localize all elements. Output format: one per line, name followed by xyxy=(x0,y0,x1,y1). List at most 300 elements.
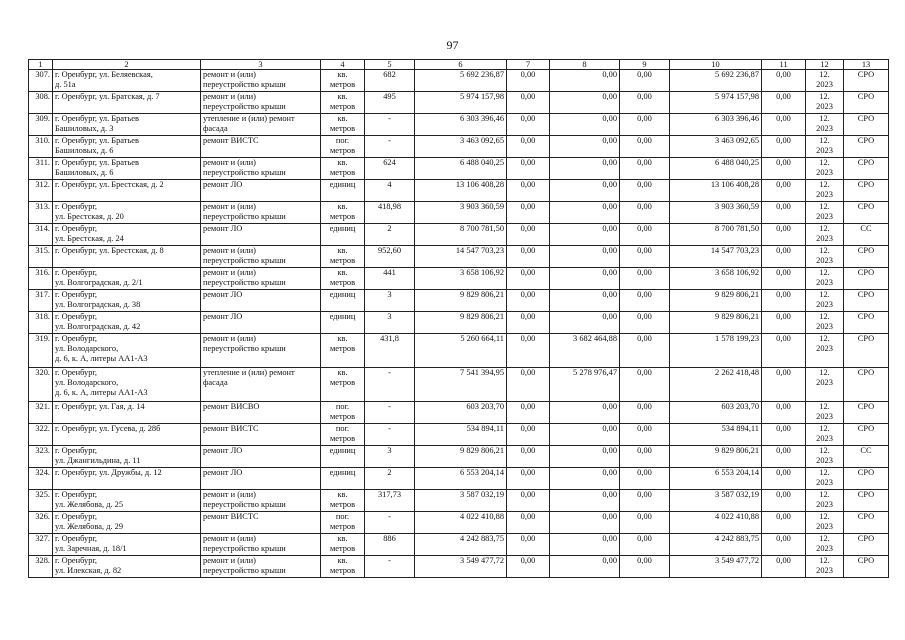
unit-cell-line: метров xyxy=(329,256,356,265)
row-number: 328. xyxy=(29,556,53,578)
work-type-cell-line: ремонт ЛО xyxy=(203,224,243,233)
quantity-cell: 2 xyxy=(365,224,415,246)
col8-cell: 0,00 xyxy=(550,114,620,136)
deadline-cell xyxy=(806,246,844,268)
quantity-cell: - xyxy=(365,424,415,446)
method-cell: СРО xyxy=(844,202,889,224)
table-row xyxy=(29,556,889,578)
address-cell xyxy=(53,246,201,268)
unit-cell xyxy=(321,402,365,424)
deadline-cell-line: 12. xyxy=(819,114,830,123)
address-cell-line: г. Оренбург, xyxy=(55,534,98,543)
col9-cell: 0,00 xyxy=(620,246,670,268)
col10-cell: 8 700 781,50 xyxy=(670,224,762,246)
unit-cell-line: метров xyxy=(329,434,356,443)
method-cell: СРО xyxy=(844,334,889,368)
table-row xyxy=(29,180,889,202)
row-number: 312. xyxy=(29,180,53,202)
col11-cell: 0,00 xyxy=(762,446,806,468)
unit-cell-line: кв. xyxy=(337,334,348,343)
address-cell-line: ул. Володарского, xyxy=(55,344,119,353)
address-cell-line: ул. Желябова, д. 25 xyxy=(55,500,124,509)
col10-cell: 9 829 806,21 xyxy=(670,446,762,468)
work-type-cell xyxy=(201,446,321,468)
unit-cell-line: кв. xyxy=(337,534,348,543)
col9-cell: 0,00 xyxy=(620,268,670,290)
col10-cell: 4 242 883,75 xyxy=(670,534,762,556)
method-cell: СРО xyxy=(844,180,889,202)
col7-cell: 0,00 xyxy=(507,202,550,224)
work-type-cell-line: переустройство крыши xyxy=(203,256,286,265)
column-header-3: 3 xyxy=(201,60,321,70)
total-cost-cell: 3 658 106,92 xyxy=(415,268,507,290)
col7-cell: 0,00 xyxy=(507,402,550,424)
column-header-7: 7 xyxy=(507,60,550,70)
col11-cell: 0,00 xyxy=(762,70,806,92)
method-cell: СРО xyxy=(844,114,889,136)
address-cell xyxy=(53,136,201,158)
deadline-cell xyxy=(806,534,844,556)
col9-cell: 0,00 xyxy=(620,490,670,512)
address-cell-line: г. Оренбург, ул. Дружбы, д. 12 xyxy=(55,468,162,477)
method-cell: СРО xyxy=(844,490,889,512)
address-cell-line: Башиловых, д. 6 xyxy=(55,146,114,155)
work-type-cell-line: ремонт и (или) xyxy=(203,534,256,543)
unit-cell-line: пог. xyxy=(335,136,350,145)
total-cost-cell: 3 463 092,65 xyxy=(415,136,507,158)
work-type-cell-line: переустройство крыши xyxy=(203,544,286,553)
col9-cell: 0,00 xyxy=(620,446,670,468)
unit-cell-line: единиц xyxy=(329,180,356,189)
col8-cell: 0,00 xyxy=(550,180,620,202)
total-cost-cell: 13 106 408,28 xyxy=(415,180,507,202)
col7-cell: 0,00 xyxy=(507,312,550,334)
deadline-cell-line: 12. xyxy=(819,468,830,477)
col9-cell: 0,00 xyxy=(620,202,670,224)
col9-cell: 0,00 xyxy=(620,334,670,368)
row-number: 310. xyxy=(29,136,53,158)
unit-cell-line: единиц xyxy=(329,312,356,321)
col10-cell: 6 488 040,25 xyxy=(670,158,762,180)
table-row xyxy=(29,158,889,180)
col9-cell: 0,00 xyxy=(620,224,670,246)
col7-cell: 0,00 xyxy=(507,534,550,556)
unit-cell xyxy=(321,180,365,202)
col11-cell: 0,00 xyxy=(762,180,806,202)
address-cell-line: г. Оренбург, ул. Братьев xyxy=(55,114,139,123)
work-type-cell xyxy=(201,334,321,368)
deadline-cell xyxy=(806,312,844,334)
method-cell: СРО xyxy=(844,468,889,490)
row-number: 323. xyxy=(29,446,53,468)
col10-cell: 3 587 032,19 xyxy=(670,490,762,512)
col7-cell: 0,00 xyxy=(507,334,550,368)
work-type-cell-line: ремонт ВИСТС xyxy=(203,136,259,145)
quantity-cell: - xyxy=(365,368,415,402)
unit-cell-line: кв. xyxy=(337,368,348,377)
total-cost-cell: 603 203,70 xyxy=(415,402,507,424)
column-header-5: 5 xyxy=(365,60,415,70)
deadline-cell-line: 2023 xyxy=(816,478,833,487)
unit-cell-line: метров xyxy=(329,412,356,421)
row-number: 318. xyxy=(29,312,53,334)
work-type-cell-line: переустройство крыши xyxy=(203,344,286,353)
col9-cell: 0,00 xyxy=(620,92,670,114)
method-cell: СС xyxy=(844,224,889,246)
deadline-cell-line: 2023 xyxy=(816,322,833,331)
deadline-cell xyxy=(806,136,844,158)
column-header-9: 9 xyxy=(620,60,670,70)
address-cell-line: г. Оренбург, xyxy=(55,334,98,343)
work-type-cell-line: ремонт и (или) xyxy=(203,556,256,565)
unit-cell xyxy=(321,158,365,180)
row-number: 308. xyxy=(29,92,53,114)
quantity-cell: 886 xyxy=(365,534,415,556)
deadline-cell-line: 12. xyxy=(819,224,830,233)
work-type-cell xyxy=(201,368,321,402)
work-type-cell-line: переустройство крыши xyxy=(203,278,286,287)
work-type-cell xyxy=(201,246,321,268)
deadline-cell-line: 2023 xyxy=(816,212,833,221)
address-cell-line: ул. Волгоградская, д. 2/1 xyxy=(55,278,143,287)
deadline-cell-line: 2023 xyxy=(816,190,833,199)
col7-cell: 0,00 xyxy=(507,70,550,92)
work-type-cell-line: ремонт и (или) xyxy=(203,202,256,211)
work-type-cell-line: переустройство крыши xyxy=(203,500,286,509)
table-row xyxy=(29,512,889,534)
col7-cell: 0,00 xyxy=(507,224,550,246)
quantity-cell: 682 xyxy=(365,70,415,92)
col7-cell: 0,00 xyxy=(507,268,550,290)
address-cell-line: ул. Джангильдина, д. 11 xyxy=(55,456,141,465)
page-number: 97 xyxy=(446,38,459,52)
work-type-cell-line: переустройство крыши xyxy=(203,212,286,221)
col7-cell: 0,00 xyxy=(507,556,550,578)
work-type-cell xyxy=(201,490,321,512)
column-number-header xyxy=(29,60,889,70)
col10-cell: 6 553 204,14 xyxy=(670,468,762,490)
address-cell-line: г. Оренбург, ул. Беляевская, xyxy=(55,70,153,79)
work-type-cell-line: ремонт и (или) xyxy=(203,92,256,101)
col10-cell: 3 463 092,65 xyxy=(670,136,762,158)
work-type-cell xyxy=(201,512,321,534)
col7-cell: 0,00 xyxy=(507,180,550,202)
work-type-cell-line: ремонт и (или) xyxy=(203,70,256,79)
address-cell xyxy=(53,180,201,202)
quantity-cell: 624 xyxy=(365,158,415,180)
deadline-cell-line: 12. xyxy=(819,246,830,255)
address-cell xyxy=(53,512,201,534)
address-cell xyxy=(53,268,201,290)
method-cell: СРО xyxy=(844,556,889,578)
quantity-cell: 431,8 xyxy=(365,334,415,368)
quantity-cell: 317,73 xyxy=(365,490,415,512)
table-row xyxy=(29,70,889,92)
total-cost-cell: 8 700 781,50 xyxy=(415,224,507,246)
address-cell-line: г. Оренбург, xyxy=(55,512,98,521)
quantity-cell: - xyxy=(365,556,415,578)
unit-cell xyxy=(321,224,365,246)
unit-cell-line: кв. xyxy=(337,70,348,79)
address-cell xyxy=(53,290,201,312)
method-cell: СРО xyxy=(844,402,889,424)
unit-cell-line: кв. xyxy=(337,490,348,499)
deadline-cell-line: 2023 xyxy=(816,234,833,243)
address-cell-line: д. 6, к. А, литеры АА1-А3 xyxy=(55,388,148,397)
col8-cell: 0,00 xyxy=(550,490,620,512)
unit-cell xyxy=(321,446,365,468)
table-row xyxy=(29,92,889,114)
total-cost-cell: 9 829 806,21 xyxy=(415,290,507,312)
col9-cell: 0,00 xyxy=(620,158,670,180)
col11-cell: 0,00 xyxy=(762,334,806,368)
quantity-cell: - xyxy=(365,402,415,424)
deadline-cell-line: 12. xyxy=(819,158,830,167)
address-cell-line: г. Оренбург, xyxy=(55,368,98,377)
address-cell-line: г. Оренбург, ул. Братьев xyxy=(55,136,139,145)
total-cost-cell: 4 242 883,75 xyxy=(415,534,507,556)
address-cell xyxy=(53,114,201,136)
col11-cell: 0,00 xyxy=(762,402,806,424)
work-type-cell-line: ремонт и (или) xyxy=(203,490,256,499)
deadline-cell xyxy=(806,556,844,578)
deadline-cell-line: 12. xyxy=(819,512,830,521)
method-cell: СРО xyxy=(844,290,889,312)
col11-cell: 0,00 xyxy=(762,158,806,180)
address-cell-line: ул. Володарского, xyxy=(55,378,119,387)
col9-cell: 0,00 xyxy=(620,136,670,158)
col8-cell: 0,00 xyxy=(550,468,620,490)
deadline-cell-line: 2023 xyxy=(816,522,833,531)
method-cell: СРО xyxy=(844,512,889,534)
col10-cell: 3 903 360,59 xyxy=(670,202,762,224)
method-cell: СС xyxy=(844,446,889,468)
work-type-cell-line: ремонт ЛО xyxy=(203,312,243,321)
total-cost-cell: 7 541 394,95 xyxy=(415,368,507,402)
unit-cell xyxy=(321,70,365,92)
col7-cell: 0,00 xyxy=(507,158,550,180)
unit-cell xyxy=(321,268,365,290)
address-cell-line: ул. Заречная, д. 18/1 xyxy=(55,544,127,553)
deadline-cell-line: 12. xyxy=(819,312,830,321)
deadline-cell xyxy=(806,424,844,446)
total-cost-cell: 9 829 806,21 xyxy=(415,446,507,468)
col11-cell: 0,00 xyxy=(762,268,806,290)
unit-cell xyxy=(321,490,365,512)
deadline-cell-line: 2023 xyxy=(816,256,833,265)
table-row xyxy=(29,246,889,268)
address-cell xyxy=(53,446,201,468)
table-row xyxy=(29,334,889,368)
address-cell-line: г. Оренбург, ул. Братьев xyxy=(55,158,139,167)
col8-cell: 0,00 xyxy=(550,290,620,312)
work-type-cell xyxy=(201,312,321,334)
unit-cell-line: пог. xyxy=(335,424,350,433)
address-cell xyxy=(53,556,201,578)
col8-cell: 0,00 xyxy=(550,402,620,424)
col10-cell: 534 894,11 xyxy=(670,424,762,446)
col7-cell: 0,00 xyxy=(507,512,550,534)
col11-cell: 0,00 xyxy=(762,468,806,490)
deadline-cell-line: 12. xyxy=(819,402,830,411)
address-cell xyxy=(53,312,201,334)
address-cell-line: г. Оренбург, xyxy=(55,202,98,211)
quantity-cell: - xyxy=(365,136,415,158)
column-header-11: 11 xyxy=(762,60,806,70)
work-type-cell xyxy=(201,92,321,114)
col7-cell: 0,00 xyxy=(507,136,550,158)
work-type-cell-line: ремонт и (или) xyxy=(203,158,256,167)
col11-cell: 0,00 xyxy=(762,556,806,578)
row-number: 315. xyxy=(29,246,53,268)
unit-cell xyxy=(321,556,365,578)
table-row xyxy=(29,268,889,290)
work-type-cell-line: ремонт ЛО xyxy=(203,446,243,455)
quantity-cell: 2 xyxy=(365,468,415,490)
unit-cell-line: пог. xyxy=(335,402,350,411)
table-row xyxy=(29,224,889,246)
total-cost-cell: 14 547 703,23 xyxy=(415,246,507,268)
col11-cell: 0,00 xyxy=(762,224,806,246)
col8-cell: 0,00 xyxy=(550,534,620,556)
work-type-cell xyxy=(201,180,321,202)
method-cell: СРО xyxy=(844,312,889,334)
deadline-cell xyxy=(806,268,844,290)
unit-cell-line: метров xyxy=(329,344,356,353)
unit-cell-line: кв. xyxy=(337,202,348,211)
col9-cell: 0,00 xyxy=(620,402,670,424)
work-type-cell xyxy=(201,534,321,556)
column-header-4: 4 xyxy=(321,60,365,70)
row-number: 316. xyxy=(29,268,53,290)
work-type-cell-line: ремонт ВИСВО xyxy=(203,402,260,411)
work-type-cell xyxy=(201,268,321,290)
col10-cell: 603 203,70 xyxy=(670,402,762,424)
deadline-cell xyxy=(806,334,844,368)
col9-cell: 0,00 xyxy=(620,468,670,490)
col10-cell: 4 022 410,88 xyxy=(670,512,762,534)
table-row xyxy=(29,468,889,490)
row-number: 320. xyxy=(29,368,53,402)
work-type-cell xyxy=(201,468,321,490)
col10-cell: 13 106 408,28 xyxy=(670,180,762,202)
work-type-cell xyxy=(201,70,321,92)
address-cell-line: г. Оренбург, xyxy=(55,290,98,299)
address-cell xyxy=(53,92,201,114)
col10-cell: 6 303 396,46 xyxy=(670,114,762,136)
unit-cell-line: метров xyxy=(329,278,356,287)
unit-cell xyxy=(321,136,365,158)
col8-cell: 0,00 xyxy=(550,268,620,290)
unit-cell xyxy=(321,334,365,368)
deadline-cell-line: 2023 xyxy=(816,434,833,443)
column-header-8: 8 xyxy=(550,60,620,70)
work-type-cell xyxy=(201,136,321,158)
address-cell-line: г. Оренбург, xyxy=(55,446,98,455)
table-row xyxy=(29,368,889,402)
quantity-cell: 3 xyxy=(365,290,415,312)
col10-cell: 3 658 106,92 xyxy=(670,268,762,290)
total-cost-cell: 534 894,11 xyxy=(415,424,507,446)
col8-cell: 0,00 xyxy=(550,556,620,578)
row-number: 307. xyxy=(29,70,53,92)
deadline-cell xyxy=(806,224,844,246)
col8-cell: 0,00 xyxy=(550,512,620,534)
work-type-cell xyxy=(201,402,321,424)
deadline-cell-line: 12. xyxy=(819,92,830,101)
address-cell xyxy=(53,534,201,556)
col8-cell: 0,00 xyxy=(550,424,620,446)
col11-cell: 0,00 xyxy=(762,136,806,158)
row-number: 327. xyxy=(29,534,53,556)
col9-cell: 0,00 xyxy=(620,368,670,402)
col10-cell: 2 262 418,48 xyxy=(670,368,762,402)
deadline-cell-line: 12. xyxy=(819,202,830,211)
method-cell: СРО xyxy=(844,158,889,180)
method-cell: СРО xyxy=(844,424,889,446)
quantity-cell: 4 xyxy=(365,180,415,202)
row-number: 321. xyxy=(29,402,53,424)
col9-cell: 0,00 xyxy=(620,114,670,136)
column-header-13: 13 xyxy=(844,60,889,70)
total-cost-cell: 5 692 236,87 xyxy=(415,70,507,92)
address-cell-line: г. Оренбург, ул. Братская, д. 7 xyxy=(55,92,160,101)
total-cost-cell: 3 587 032,19 xyxy=(415,490,507,512)
col8-cell: 0,00 xyxy=(550,312,620,334)
unit-cell-line: метров xyxy=(329,124,356,133)
total-cost-cell: 5 974 157,98 xyxy=(415,92,507,114)
unit-cell-line: метров xyxy=(329,212,356,221)
address-cell-line: г. Оренбург, ул. Гусева, д. 28б xyxy=(55,424,161,433)
table-row xyxy=(29,534,889,556)
address-cell-line: ул. Илекская, д. 82 xyxy=(55,566,122,575)
unit-cell-line: единиц xyxy=(329,224,356,233)
address-cell xyxy=(53,424,201,446)
total-cost-cell: 6 553 204,14 xyxy=(415,468,507,490)
work-type-cell-line: фасада xyxy=(203,378,228,387)
row-number: 326. xyxy=(29,512,53,534)
column-header-2: 2 xyxy=(53,60,201,70)
deadline-cell-line: 12. xyxy=(819,424,830,433)
unit-cell-line: кв. xyxy=(337,114,348,123)
col11-cell: 0,00 xyxy=(762,490,806,512)
row-number: 313. xyxy=(29,202,53,224)
address-cell xyxy=(53,368,201,402)
deadline-cell-line: 12. xyxy=(819,556,830,565)
deadline-cell-line: 2023 xyxy=(816,102,833,111)
registry-body xyxy=(29,70,889,578)
col8-cell: 0,00 xyxy=(550,92,620,114)
col9-cell: 0,00 xyxy=(620,290,670,312)
col8-cell: 0,00 xyxy=(550,70,620,92)
deadline-cell-line: 12. xyxy=(819,534,830,543)
col11-cell: 0,00 xyxy=(762,368,806,402)
address-cell-line: ул. Брестская, д. 20 xyxy=(55,212,124,221)
table-row xyxy=(29,136,889,158)
unit-cell-line: единиц xyxy=(329,446,356,455)
deadline-cell-line: 12. xyxy=(819,136,830,145)
deadline-cell-line: 12. xyxy=(819,334,830,343)
col7-cell: 0,00 xyxy=(507,114,550,136)
quantity-cell: - xyxy=(365,512,415,534)
unit-cell-line: кв. xyxy=(337,92,348,101)
deadline-cell xyxy=(806,512,844,534)
row-number: 317. xyxy=(29,290,53,312)
address-cell-line: д. 6, к. А, литеры АА1-А3 xyxy=(55,354,148,363)
work-type-cell xyxy=(201,202,321,224)
unit-cell-line: единиц xyxy=(329,468,356,477)
method-cell: СРО xyxy=(844,268,889,290)
